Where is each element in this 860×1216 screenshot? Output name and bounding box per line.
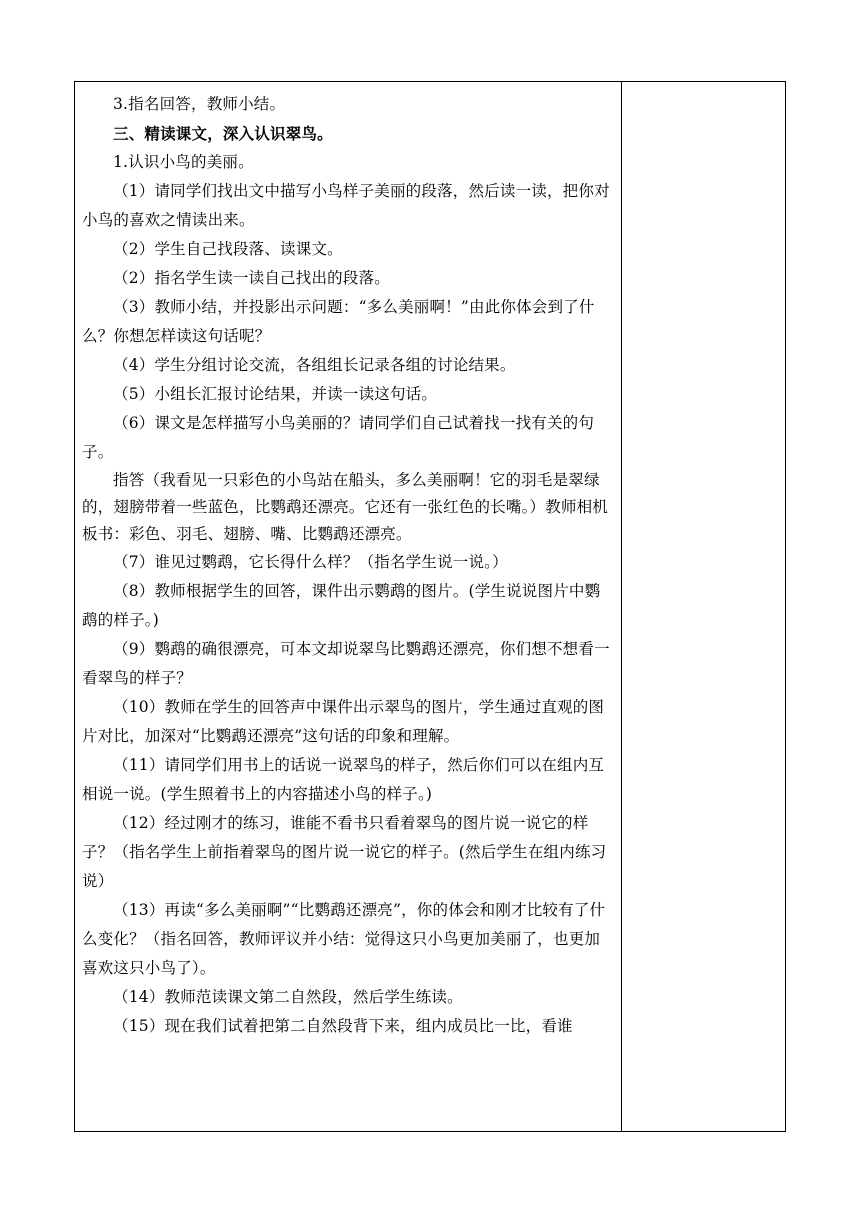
lesson-plan-table	[74, 81, 786, 1132]
paragraph: （4）学生分组讨论交流，各组组长记录各组的讨论结果。	[113, 356, 516, 374]
section-heading: 三、精读课文，深入认识翠鸟。	[113, 124, 333, 143]
paragraph: 1.认识小鸟的美丽。	[113, 153, 254, 171]
paragraph: （15）现在我们试着把第二自然段背下来，组内成员比一比，看谁	[113, 1017, 573, 1035]
paragraph: （7）谁见过鹦鹉，它长得什么样？（指名学生说一说。）	[113, 553, 508, 571]
paragraph: （8）教师根据学生的回答，课件出示鹦鹉的图片。(学生说说图片中鹦鹉的样子。)	[82, 582, 601, 629]
paragraph: （2）学生自己找段落、读课文。	[113, 240, 343, 258]
paragraph: （5）小组长汇报讨论结果，并读一读这句话。	[113, 385, 438, 403]
notes-cell	[622, 82, 785, 1131]
paragraph: 指答（我看见一只彩色的小鸟站在船头，多么美丽啊！它的羽毛是翠绿的，翅膀带着一些蓝色，比鹦鹉还漂亮。它还有一张红色的长嘴。）教师相机板书：彩色、羽毛、翅膀、嘴、比鹦鹉还漂亮。	[82, 471, 609, 543]
paragraph: （1）请同学们找出文中描写小鸟样子美丽的段落，然后读一读，把你对小鸟的喜欢之情读出来。	[82, 182, 610, 229]
paragraph: 3.指名回答，教师小结。	[113, 95, 286, 113]
lesson-content-cell	[82, 90, 615, 1041]
paragraph: （3）教师小结，并投影出示问题：“多么美丽啊！”由此你体会到了什么？你想怎样读这句话呢？	[82, 298, 595, 345]
paragraph: （14）教师范读课文第二自然段，然后学生练读。	[113, 988, 463, 1006]
paragraph: （12）经过刚才的练习，谁能不看书只看着翠鸟的图片说一说它的样子？（指名学生上前指着翠鸟的图片说一说它的样子。(然后学生在组内练习说）	[82, 814, 607, 890]
paragraph: （11）请同学们用书上的话说一说翠鸟的样子，然后你们可以在组内互相说一说。(学生照着书上的内容描述小鸟的样子。)	[82, 756, 605, 803]
paragraph: （2）指名学生读一读自己找出的段落。	[113, 269, 390, 287]
paragraph: （9）鹦鹉的确很漂亮，可本文却说翠鸟比鹦鹉还漂亮，你们想不想看一看翠鸟的样子？	[82, 640, 610, 687]
paragraph: （13）再读“多么美丽啊”“比鹦鹉还漂亮”，你的体会和刚才比较有了什么变化？（指名回答，教师评议并小结：觉得这只小鸟更加美丽了，也更加喜欢这只小鸟了）。	[82, 901, 606, 977]
paragraph: （10）教师在学生的回答声中课件出示翠鸟的图片，学生通过直观的图片对比，加深对“比鹦鹉还漂亮”这句话的印象和理解。	[82, 698, 605, 745]
paragraph: （6）课文是怎样描写小鸟美丽的？请同学们自己试着找一找有关的句子。	[82, 414, 595, 461]
